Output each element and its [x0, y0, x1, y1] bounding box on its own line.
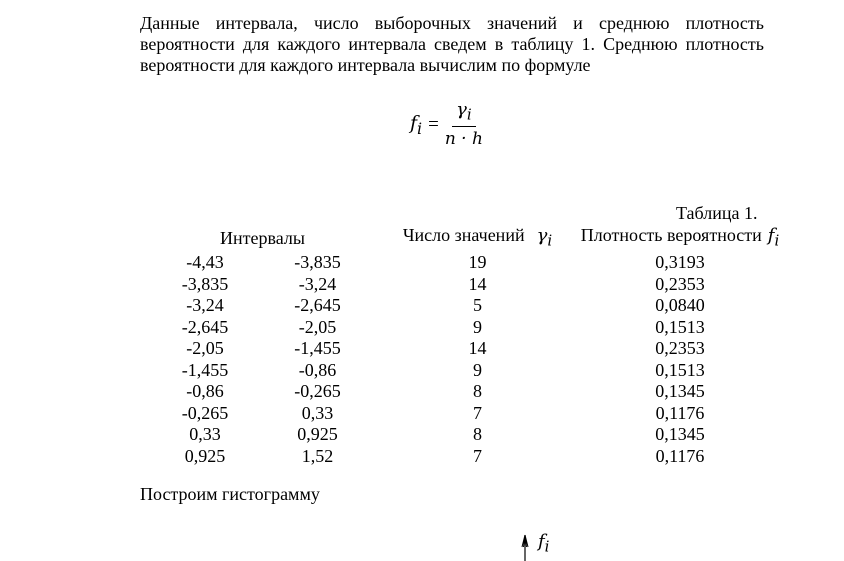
intro-line-3: вероятности для каждого интервала вычислим по формуле	[140, 55, 591, 75]
interval-end: -2,05	[298, 316, 337, 337]
intro-paragraph	[140, 13, 764, 76]
count-value: 8	[473, 424, 482, 445]
count-value: 19	[468, 252, 487, 273]
density-value: 0,1345	[655, 381, 705, 402]
interval-start: -0,86	[186, 381, 224, 402]
interval-end: -0,86	[298, 359, 337, 380]
formula-fraction	[445, 100, 483, 150]
formula-numerator: $\gamma_i$	[452, 100, 476, 127]
table-row	[150, 403, 780, 425]
interval-end: 1,52	[301, 445, 334, 466]
interval-end: 0,33	[301, 402, 334, 423]
intro-line-1: Данные интервала, число выборочных значений и среднюю плотность	[140, 13, 764, 33]
interval-start: -1,455	[181, 359, 229, 380]
intro-line-2: вероятности для каждого интервала сведем в таблицу 1. Среднюю плотность	[140, 34, 764, 54]
density-value: 0,1513	[655, 359, 705, 380]
histogram-axis-label: $f_i$	[538, 531, 550, 556]
density-formula	[410, 100, 483, 150]
count-value: 14	[468, 338, 487, 359]
interval-start: -4,43	[186, 252, 224, 273]
density-value: 0,1513	[655, 316, 705, 337]
header-density: Плотность вероятности $f_i$	[580, 225, 780, 252]
intervals-table	[150, 225, 780, 467]
density-value: 0,1176	[655, 402, 705, 423]
table-caption: Таблица 1.	[676, 203, 758, 223]
count-value: 9	[473, 359, 482, 380]
interval-end: -3,24	[298, 273, 337, 294]
table-row	[150, 381, 780, 403]
density-value: 0,0840	[655, 295, 705, 316]
density-value: 0,3193	[655, 252, 705, 273]
header-intervals: Интервалы	[220, 227, 305, 248]
count-value: 9	[473, 316, 482, 337]
f-symbol: $f_i$	[767, 225, 780, 250]
interval-end: -1,455	[294, 338, 341, 359]
interval-end: -0,265	[294, 381, 341, 402]
count-value: 8	[473, 381, 482, 402]
count-value: 5	[473, 295, 482, 316]
table-row	[150, 360, 780, 382]
density-value: 0,1176	[655, 445, 705, 466]
interval-end: -3,835	[294, 252, 341, 273]
table-row	[150, 252, 780, 274]
interval-start: -0,265	[181, 402, 229, 423]
table-row	[150, 338, 780, 360]
density-value: 0,2353	[655, 338, 705, 359]
count-value: 7	[473, 402, 482, 423]
interval-start: -3,835	[181, 273, 229, 294]
gamma-symbol: $\gamma_i$	[536, 225, 553, 250]
count-value: 14	[468, 273, 487, 294]
density-value: 0,1345	[655, 424, 705, 445]
interval-start: -3,24	[186, 295, 224, 316]
table-row	[150, 295, 780, 317]
table-row	[150, 317, 780, 339]
interval-start: -2,05	[186, 338, 224, 359]
histogram-intro-text: Построим гистограмму	[140, 484, 320, 504]
interval-start: 0,33	[189, 424, 221, 445]
interval-start: -2,645	[181, 316, 229, 337]
interval-start: 0,925	[184, 445, 226, 466]
interval-end: -2,645	[294, 295, 341, 316]
table-header-row	[150, 225, 780, 252]
formula-lhs: $f_i$	[410, 111, 423, 138]
formula-equals: =	[428, 113, 439, 135]
density-value: 0,2353	[655, 273, 705, 294]
table-row	[150, 424, 780, 446]
count-value: 7	[473, 445, 482, 466]
table-body	[150, 252, 780, 467]
formula-denominator: n · h	[444, 128, 483, 149]
table-row	[150, 446, 780, 468]
interval-end: 0,925	[297, 424, 338, 445]
header-count: Число значений $\gamma_i$	[375, 225, 580, 252]
table-row	[150, 274, 780, 296]
